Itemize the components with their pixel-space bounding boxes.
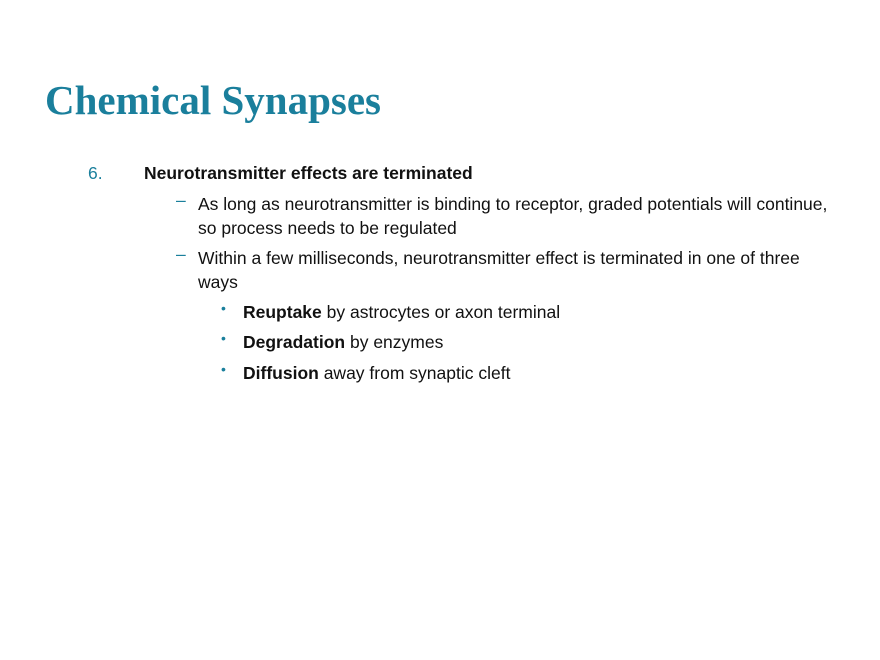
- sub-bullet-text: As long as neurotransmitter is binding to receptor, graded potentials will continue, so process needs to be regulated: [198, 194, 828, 238]
- way-term: Degradation: [243, 332, 346, 352]
- sub-bullet-text: Within a few milliseconds, neurotransmitter effect is terminated in one of three ways: [198, 248, 800, 292]
- dash-bullet-icon: –: [176, 190, 186, 210]
- dot-bullet-icon: •: [221, 300, 226, 316]
- dash-bullet-icon: –: [176, 244, 186, 264]
- way-term: Reuptake: [243, 302, 322, 322]
- way-text: by enzymes: [349, 332, 444, 352]
- way-text: by astrocytes or axon terminal: [326, 302, 561, 322]
- way-term: Diffusion: [243, 363, 319, 383]
- item-number: 6.: [88, 163, 103, 183]
- dot-bullet-icon: •: [221, 361, 226, 377]
- slide-title: Chemical Synapses: [45, 77, 382, 123]
- item-heading: Neurotransmitter effects are terminated: [144, 163, 473, 183]
- dot-bullet-icon: •: [221, 330, 226, 346]
- way-text: away from synaptic cleft: [323, 363, 511, 383]
